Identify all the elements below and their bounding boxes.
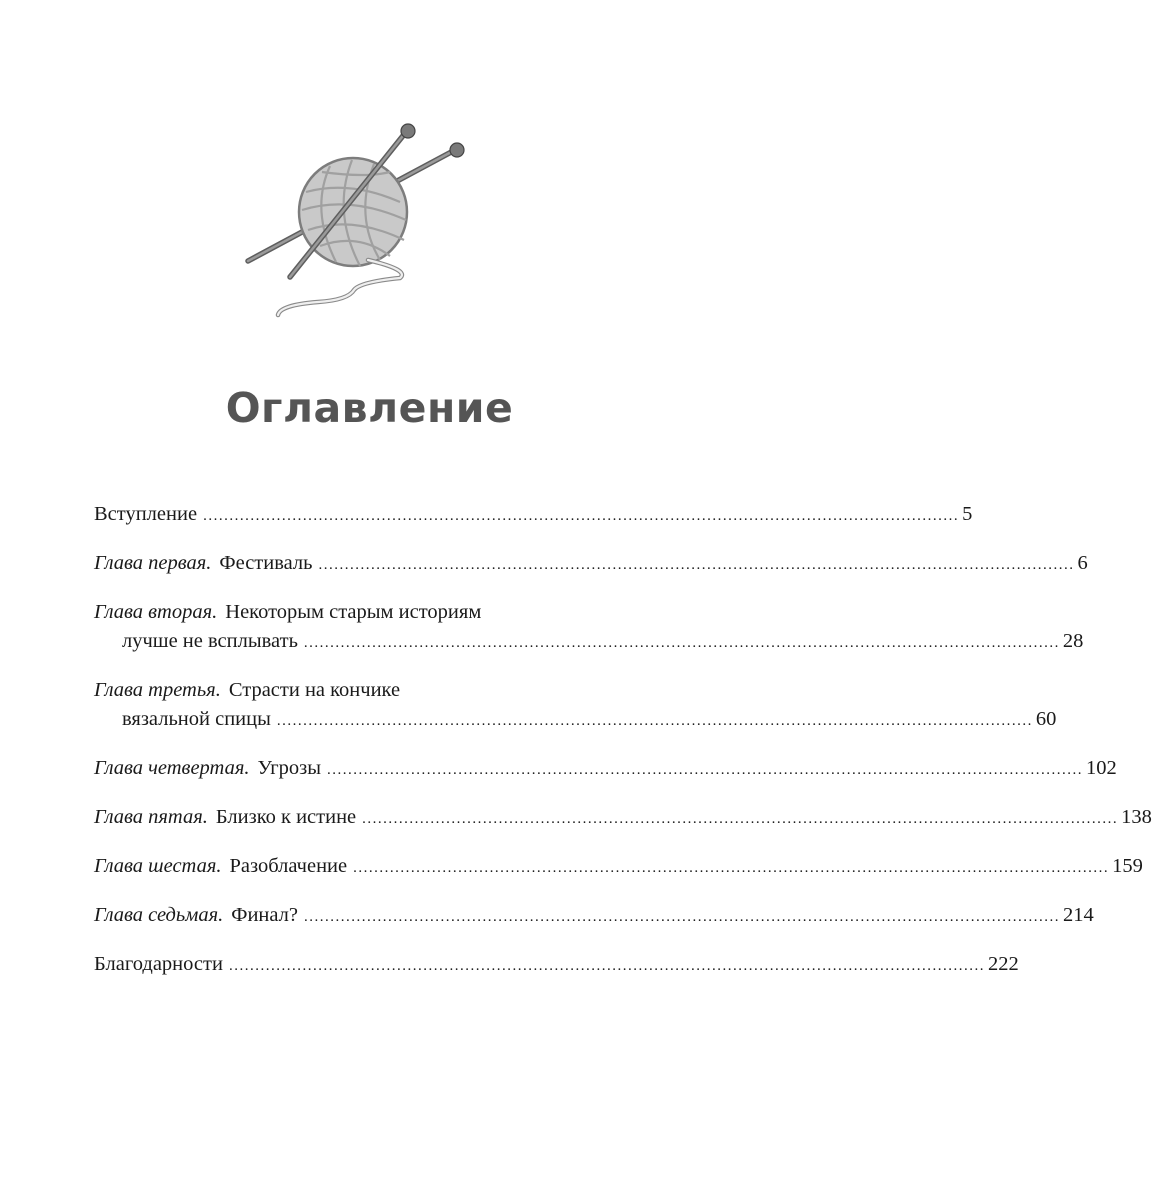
toc-entry-title: Близко к истине	[215, 806, 357, 828]
dot-leader: ................................................................................................................................................	[276, 713, 1033, 729]
dot-leader: ................................................................................................................................................	[303, 635, 1060, 651]
toc-entry[interactable]	[94, 754, 1117, 785]
toc-page-number: 159	[1112, 855, 1143, 877]
dot-leader: ................................................................................................................................................	[327, 762, 1083, 778]
toc-chapter-label: Глава третья.	[94, 679, 221, 701]
toc-chapter-label: Глава седьмая.	[94, 904, 224, 926]
toc-chapter-label: Глава четвертая.	[94, 757, 250, 779]
toc-entry-title: Разоблачение	[229, 855, 348, 877]
toc-entry[interactable]	[94, 549, 1088, 580]
dot-leader: ................................................................................................................................................	[228, 958, 985, 974]
dot-leader: ................................................................................................................................................	[203, 508, 960, 524]
toc-entry[interactable]	[94, 500, 973, 531]
toc-entry-title: Финал?	[231, 904, 298, 926]
toc-page-number: 5	[962, 503, 973, 525]
toc-entry-title: Благодарности	[94, 953, 223, 975]
toc-entry[interactable]	[94, 803, 1152, 834]
toc-entry-title: Некоторым старым историям	[225, 601, 482, 623]
page-title: Оглавление	[225, 384, 514, 432]
dot-leader: ................................................................................................................................................	[353, 860, 1110, 876]
toc-entry[interactable]	[94, 852, 1143, 883]
toc-chapter-label: Глава шестая.	[94, 855, 222, 877]
toc-chapter-label: Глава вторая.	[94, 601, 218, 623]
toc-chapter-label: Глава пятая.	[94, 806, 208, 828]
toc-page-number: 6	[1077, 552, 1088, 574]
toc-page-number: 222	[987, 953, 1019, 975]
toc-entry-title: Фестиваль	[219, 552, 313, 574]
toc-page-number: 60	[1035, 708, 1057, 730]
toc-entry-title: Угрозы	[257, 757, 321, 779]
toc-entry-title-continued: лучше не всплывать	[122, 630, 298, 652]
dot-leader: ................................................................................................................................................	[304, 909, 1060, 925]
toc-entry-title-continued: вязальной спицы	[122, 708, 271, 730]
toc-page-number: 28	[1062, 630, 1084, 652]
toc-entry-title: Вступление	[94, 503, 198, 525]
toc-entry[interactable]	[94, 598, 1084, 658]
toc-entry[interactable]	[94, 901, 1094, 932]
dot-leader: ................................................................................................................................................	[362, 811, 1119, 827]
toc-page-number: 102	[1086, 757, 1117, 779]
dot-leader: ................................................................................................................................................	[318, 557, 1075, 573]
toc-entry-title: Страсти на кончике	[228, 679, 401, 701]
toc-page-number: 214	[1063, 904, 1094, 926]
toc-entry[interactable]	[94, 676, 1057, 736]
toc-entry[interactable]	[94, 950, 1019, 981]
table-of-contents	[94, 500, 1152, 981]
yarn-ball-with-knitting-needles-icon	[240, 120, 480, 325]
toc-chapter-label: Глава первая.	[94, 552, 212, 574]
toc-page-number: 138	[1121, 806, 1152, 828]
